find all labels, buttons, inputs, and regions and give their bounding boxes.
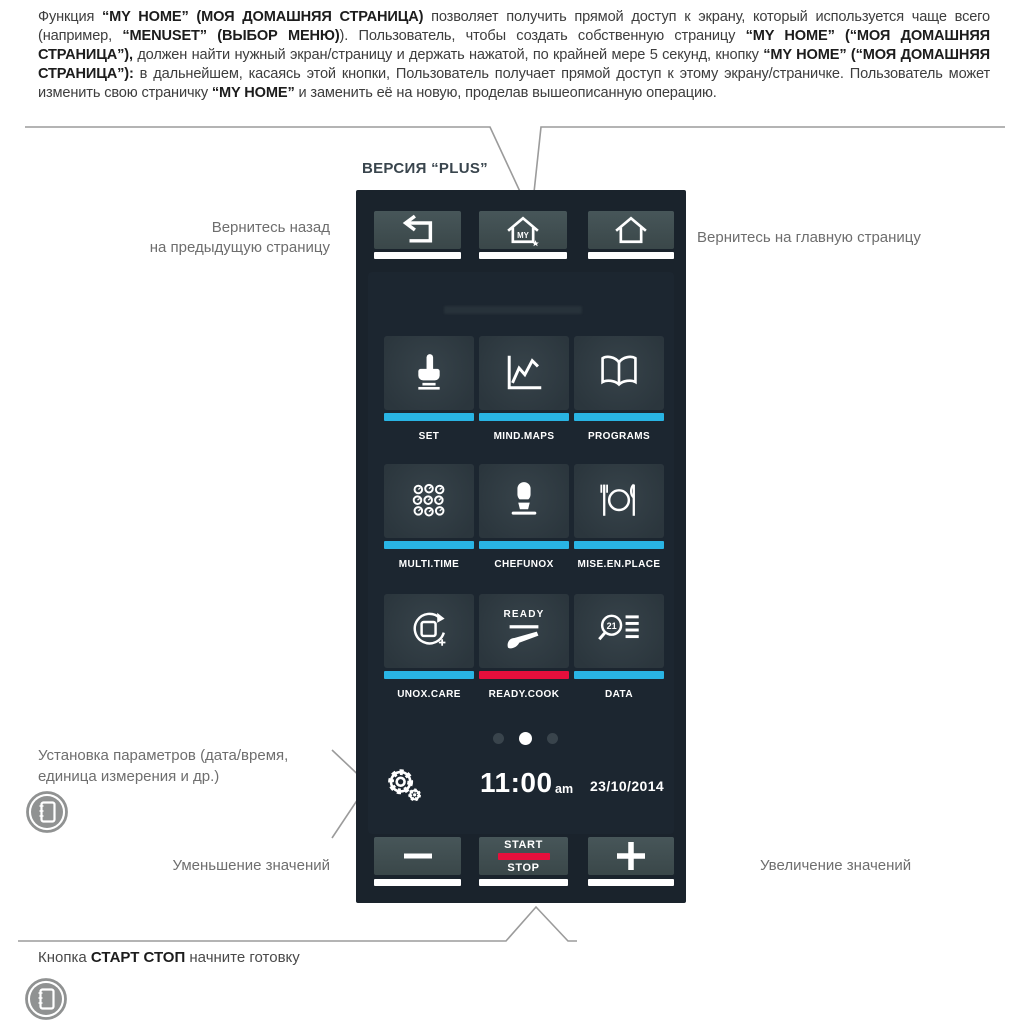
- minus-icon: [401, 850, 435, 862]
- page-dot[interactable]: [493, 733, 504, 744]
- tile-accent-bar: [479, 541, 569, 549]
- stop-label: STOP: [507, 861, 540, 874]
- plate-cutlery-icon: [596, 478, 642, 524]
- decrease-button-underline: [374, 879, 461, 886]
- page-dot-active[interactable]: [519, 732, 532, 745]
- intro-bold-segment: “MY HOME” (МОЯ ДОМАШНЯЯ СТРАНИЦА): [102, 9, 424, 25]
- intro-text-segment: позволяет получить прямой доступ к экрану, который используется чаще всего (например,: [38, 9, 991, 44]
- ready-icon-text: READY: [503, 608, 545, 620]
- open-book-icon: [596, 350, 642, 396]
- start-stop-red-bar: [498, 853, 550, 860]
- tile-mise-en-place[interactable]: [574, 464, 664, 570]
- clock-meridiem: am: [555, 782, 574, 796]
- intro-text-segment: в дальнейшем, касаясь этой кнопки, Пользователь получает прямой доступ к этому экрану/страничке. Пользователь может изменить свою страничку: [38, 66, 990, 101]
- clock-time: 11:00: [480, 767, 553, 798]
- intro-bold-segment: “MENUSET” (ВЫБОР МЕНЮ): [122, 28, 340, 44]
- start-stop-button-underline: [479, 879, 568, 886]
- tile-accent-bar: [574, 413, 664, 421]
- my-home-button-underline: [479, 252, 567, 259]
- tile-label: MIND.MAPS: [493, 431, 555, 442]
- caption-suffix: начните готовку: [185, 949, 300, 966]
- increase-button[interactable]: [588, 837, 674, 875]
- start-stop-button[interactable]: [479, 837, 568, 875]
- manual-booklet-icon: [25, 790, 69, 834]
- increase-button-underline: [588, 879, 674, 886]
- chef-hat-icon: [501, 478, 547, 524]
- tile-accent-bar: [384, 671, 474, 679]
- callout-back-line1: Вернитесь назад: [211, 219, 330, 236]
- back-arrow-icon: [396, 213, 440, 247]
- intro-text-segment: и заменить её на новую, проделав вышеописанную операцию.: [294, 85, 717, 101]
- tile-label: MULTI.TIME: [398, 559, 460, 570]
- screen-faint-text: [444, 306, 582, 314]
- tile-accent-bar: [384, 541, 474, 549]
- back-button[interactable]: [374, 211, 461, 249]
- page-dot[interactable]: [547, 733, 558, 744]
- tile-accent-bar: [479, 671, 569, 679]
- clock-date: 23/10/2014: [590, 778, 665, 794]
- start-label: START: [504, 838, 543, 851]
- tile-label: UNOX.CARE: [397, 689, 461, 700]
- callout-back-line2: на предыдущую страницу: [149, 239, 330, 256]
- plus-icon: [614, 839, 648, 873]
- tile-mind-maps-button[interactable]: [479, 336, 569, 410]
- oven-control-panel: [356, 190, 686, 903]
- tile-label: PROGRAMS: [587, 431, 651, 442]
- pointing-hand-icon: [406, 350, 452, 396]
- tile-data[interactable]: [574, 594, 664, 700]
- tile-mise-en-place-button[interactable]: [574, 464, 664, 538]
- intro-text-segment: ). Пользователь, чтобы создать собственную страницу: [339, 28, 746, 44]
- tile-multi-time[interactable]: [384, 464, 474, 570]
- version-label: ВЕРСИЯ “PLUS”: [362, 160, 488, 177]
- intro-text-segment: Функция: [38, 9, 102, 25]
- callout-back: [60, 218, 330, 258]
- tile-label: SET: [418, 431, 440, 442]
- tile-mind-maps[interactable]: [479, 336, 569, 442]
- tile-label: READY.COOK: [488, 689, 560, 700]
- tile-unox-care-button[interactable]: [384, 594, 474, 668]
- home-icon: [607, 212, 655, 248]
- intro-bold-segment: “MY HOME”: [211, 85, 295, 101]
- tile-accent-bar: [574, 541, 664, 549]
- settings-gear-icon[interactable]: [384, 766, 426, 808]
- clock-grid-icon: [406, 478, 452, 524]
- data-icon-text: 21: [606, 620, 617, 631]
- intro-bold-segment: “MY HOME” (“МОЯ ДОМАШНЯЯ СТРАНИЦА”),: [38, 28, 991, 63]
- callout-home: Вернитесь на главную страницу: [697, 229, 921, 246]
- intro-text-segment: должен найти нужный экран/страницу и держать нажатой, по крайней мере 5 секунд, кнопку: [132, 47, 764, 63]
- tile-programs-button[interactable]: [574, 336, 664, 410]
- callout-increase: Увеличение значений: [760, 857, 912, 874]
- tile-chefunox[interactable]: [479, 464, 569, 570]
- tile-accent-bar: [574, 671, 664, 679]
- callout-settings-line1: Установка параметров (дата/время,: [38, 747, 289, 764]
- tile-set[interactable]: [384, 336, 474, 442]
- home-button[interactable]: [588, 211, 674, 249]
- back-button-underline: [374, 252, 461, 259]
- callout-settings: [38, 745, 288, 787]
- tile-label: MISE.EN.PLACE: [577, 559, 661, 570]
- callout-settings-line2: единица измерения и др.): [38, 768, 220, 785]
- home-button-underline: [588, 252, 674, 259]
- startstop-caption: [38, 949, 300, 966]
- hand-tray-icon: [501, 622, 547, 654]
- tile-set-button[interactable]: [384, 336, 474, 410]
- tile-label: DATA: [605, 689, 633, 700]
- rotate-square-icon: [406, 608, 452, 654]
- tile-accent-bar: [384, 413, 474, 421]
- my-home-button[interactable]: [479, 211, 567, 249]
- tile-label: CHEFUNOX: [494, 559, 554, 570]
- my-home-icon-text: MY: [517, 230, 529, 240]
- caption-prefix: Кнопка: [38, 949, 91, 966]
- decrease-button[interactable]: [374, 837, 461, 875]
- tile-ready-cook[interactable]: [479, 594, 569, 700]
- intro-paragraph: [38, 8, 990, 103]
- manual-booklet-icon: [24, 977, 68, 1021]
- tile-data-button[interactable]: [574, 594, 664, 668]
- tile-accent-bar: [479, 413, 569, 421]
- line-chart-icon: [501, 350, 547, 396]
- caption-bold: СТАРТ СТОП: [90, 949, 186, 966]
- tile-unox-care[interactable]: [384, 594, 474, 700]
- tile-multi-time-button[interactable]: [384, 464, 474, 538]
- tile-chefunox-button[interactable]: [479, 464, 569, 538]
- tile-programs[interactable]: [574, 336, 664, 442]
- tile-ready-cook-button[interactable]: [479, 594, 569, 668]
- intro-bold-segment: “MY HOME” (“МОЯ ДОМАШНЯЯ СТРАНИЦА”):: [38, 47, 990, 82]
- my-home-icon: [499, 212, 547, 248]
- callout-decrease: Уменьшение значений: [172, 857, 330, 874]
- magnifier-list-icon: [596, 608, 642, 654]
